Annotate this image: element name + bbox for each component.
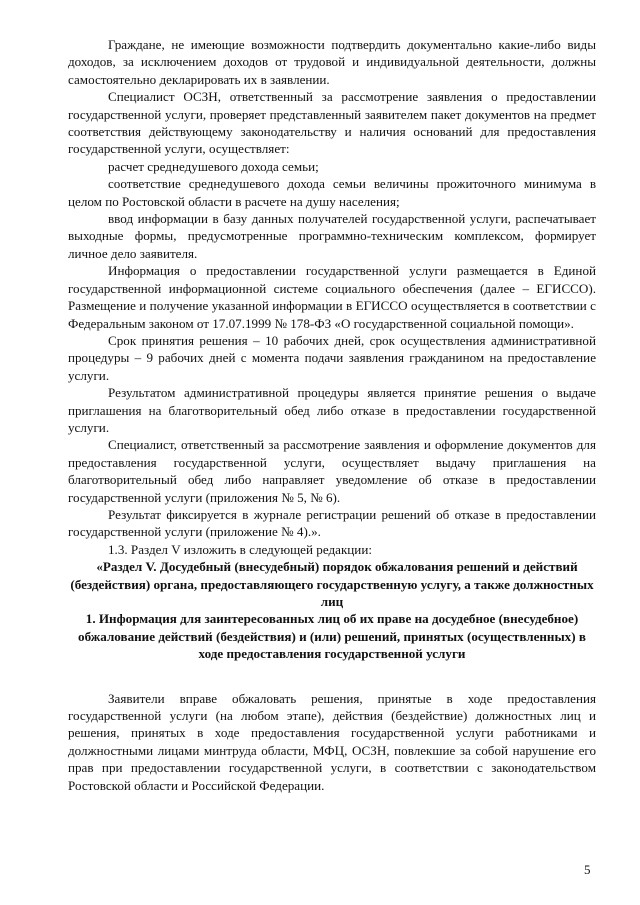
paragraph-procedure-result: Результатом административной процедуры является принятие решения о выдаче приглашения на благотворительный обед либо отказе в предоставлении государственной услуги.: [68, 385, 596, 435]
paragraph-journal: Результат фиксируется в журнале регистрации решений об отказе в предоставлении государственной услуги (приложение № 4).».: [68, 506, 596, 540]
paragraph-income-compliance: соответствие среднедушевого дохода семьи величины прожиточного минимума в целом по Ростовской области в расчете на душу населения;: [68, 176, 596, 209]
paragraph-database-entry: ввод информации в базу данных получателей государственной услуги, распечатывает выходные формы, предусмотренные программно-техническим комплексом, формирует личное дело заявителя.: [68, 211, 596, 261]
subsection-heading: 1. Информация для заинтересованных лиц об их праве на досудебное (внесудебное) обжалование действий (бездействия) и (или) решений, принятых (осуществленных) в ходе предоставления государственной услуги: [78, 611, 586, 662]
paragraph-section-amendment: 1.3. Раздел V изложить в следующей редакции:: [108, 541, 372, 557]
paragraph-appeal-rights: Заявители вправе обжаловать решения, принятые в ходе предоставления государственной услуги (на любом этапе), действия (бездействие) должностных лиц и решения, принятых в ходе предоставления государственной услуги работниками и должностными лицами минтруда области, МФЦ, ОСЗН, повлекшие за собой нарушение его прав при предоставлении государственной услуги, в соответствии с законодательством Ростовской области и Российской Федерации.: [68, 690, 596, 793]
document-page: [68, 36, 596, 794]
spacer: [68, 663, 596, 690]
paragraph-egisso: Информация о предоставлении государственной услуги размещается в Единой государственной информационной системе социального обеспечения (далее – ЕГИССО). Размещение и получение указанной информации в ЕГИССО осуществляется в соответствии с Федеральным законом от 17.07.1999 № 178-ФЗ «О государственной социальной помощи».: [68, 263, 596, 331]
section-heading: «Раздел V. Досудебный (внесудебный) порядок обжалования решений и действий (бездействия) органа, предоставляющего государственную услугу, а также должностных лиц: [70, 559, 594, 609]
paragraph-invitation: Специалист, ответственный за рассмотрение заявления и оформление документов для предоставления государственной услуги, осуществляет выдачу приглашения на благотворительный обед либо направляет уведомление об отказе в предоставлении государственной услуги (приложения № 5, № 6).: [68, 437, 596, 505]
paragraph-decision-term: Срок принятия решения – 10 рабочих дней, срок осуществления административной процедуры – 9 рабочих дней с момента подачи заявления гражданином на предоставление услуги.: [68, 332, 596, 383]
paragraph-specialist-checks: Специалист ОСЗН, ответственный за рассмотрение заявления о предоставлении государственной услуги, проверяет представленный заявителем пакет документов на предмет соответствия действующему законодательству и наличия оснований для предоставления государственной услуги, осуществляет:: [68, 89, 596, 157]
paragraph-declare-income: Граждане, не имеющие возможности подтвердить документально какие-либо виды доходов, за исключением доходов от трудовой и индивидуальной деятельности, должны самостоятельно декларировать их в заявлении.: [68, 37, 596, 87]
page-number: 5: [584, 862, 591, 877]
paragraph-income-calc: расчет среднедушевого дохода семьи;: [108, 158, 319, 174]
